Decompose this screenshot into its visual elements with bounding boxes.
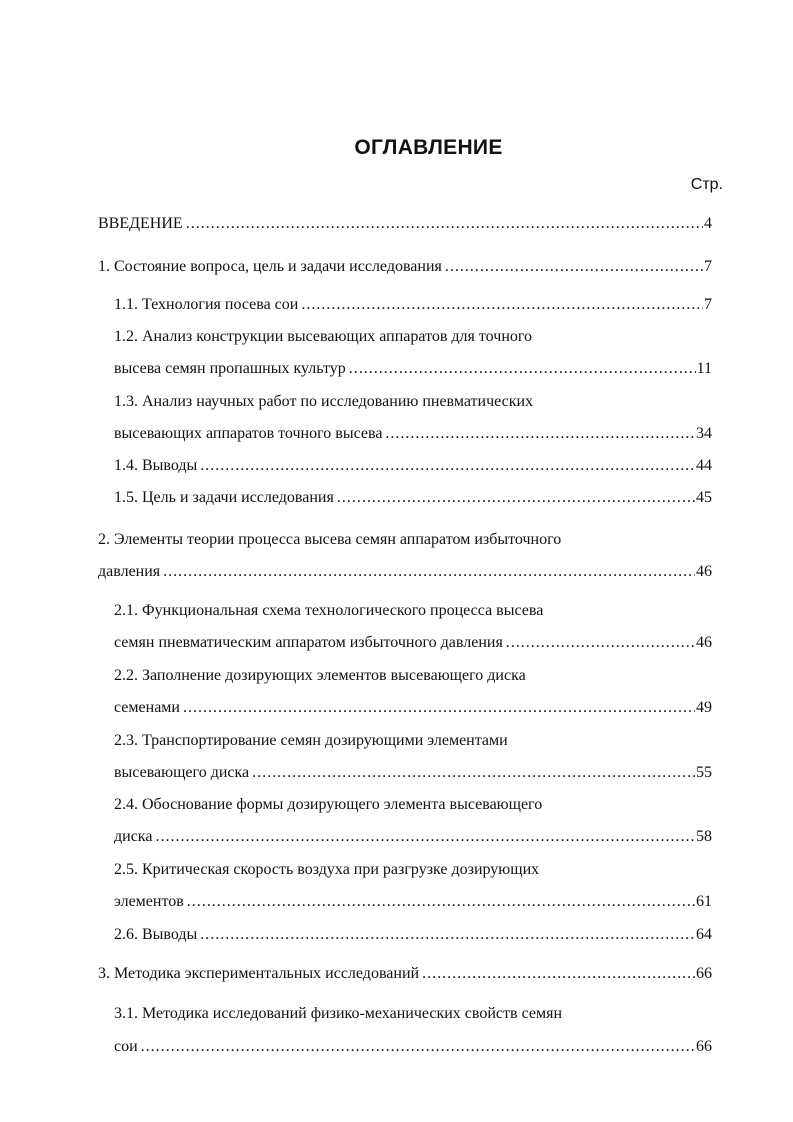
toc-entry-text: 1.4. Выводы [114, 457, 198, 474]
toc-page-number: 34 [696, 425, 712, 442]
toc-leader-dots [337, 487, 695, 509]
toc-leader-dots [200, 924, 695, 946]
toc-entry-chapter-1[interactable] [98, 256, 712, 278]
toc-page-number: 4 [704, 215, 712, 232]
toc-entry-chapter-2-line-1[interactable]: 2. Элементы теории процесса высева семян аппаратом избыточного [98, 531, 562, 548]
toc-entry-section-1-4[interactable] [114, 455, 712, 477]
toc-entry-text: высева семян пропашных культур [114, 360, 346, 377]
toc-page-number: 46 [696, 634, 712, 651]
toc-entry-text: сои [114, 1038, 138, 1055]
toc-leader-dots [252, 762, 695, 784]
toc-entry-section-2-1[interactable] [114, 632, 712, 654]
toc-page-number: 66 [696, 965, 712, 982]
toc-entry-section-2-1-line-1[interactable]: 2.1. Функциональная схема технологического процесса высева [114, 602, 544, 619]
toc-leader-dots [385, 423, 695, 445]
toc-page-number: 58 [696, 828, 712, 845]
toc-page-number: 49 [696, 699, 712, 716]
toc-page-number: 64 [696, 926, 712, 943]
toc-entry-text: элементов [114, 893, 184, 910]
toc-entry-section-1-3-line-1[interactable]: 1.3. Анализ научных работ по исследованию пневматических [114, 393, 534, 410]
toc-entry-section-2-4[interactable] [114, 826, 712, 848]
toc-entry-section-1-1[interactable] [114, 294, 712, 316]
toc-page-number: 55 [696, 764, 712, 781]
toc-leader-dots [445, 256, 703, 278]
toc-entry-section-2-3[interactable] [114, 762, 712, 784]
toc-page-number: 45 [696, 489, 712, 506]
toc-entry-text: 3. Методика экспериментальных исследований [98, 965, 420, 982]
toc-leader-dots [506, 632, 695, 654]
toc-page-number: 11 [696, 360, 712, 377]
toc-leader-dots [141, 1036, 695, 1058]
toc-leader-dots [155, 826, 695, 848]
toc-entry-text: 1. Состояние вопроса, цель и задачи исследования [98, 258, 442, 275]
toc-entry-section-1-3[interactable] [114, 423, 712, 445]
toc-page-number: 7 [704, 296, 712, 313]
toc-entry-text: высевающих аппаратов точного высева [114, 425, 383, 442]
toc-entry-section-2-5-line-1[interactable]: 2.5. Критическая скорость воздуха при разгрузке дозирующих [114, 861, 540, 878]
toc-entry-text: семян пневматическим аппаратом избыточного давления [114, 634, 503, 651]
toc-entry-text: 2.6. Выводы [114, 926, 198, 943]
toc-page-number: 61 [696, 893, 712, 910]
toc-leader-dots [301, 294, 703, 316]
toc-entry-section-2-4-line-1[interactable]: 2.4. Обоснование формы дозирующего элемента высевающего [114, 796, 543, 813]
toc-entry-section-1-2[interactable] [114, 358, 712, 380]
toc-entry-chapter-3[interactable] [98, 963, 712, 985]
toc-entry-text: давления [98, 563, 161, 580]
toc-page-number: 7 [704, 258, 712, 275]
toc-leader-dots [187, 891, 695, 913]
toc-entry-section-2-3-line-1[interactable]: 2.3. Транспортирование семян дозирующими элементами [114, 732, 508, 749]
toc-page-number: 44 [696, 457, 712, 474]
toc-entry-section-1-5[interactable] [114, 487, 712, 509]
toc-entry-text: ВВЕДЕНИЕ [98, 215, 183, 232]
toc-entry-text: 1.5. Цель и задачи исследования [114, 489, 334, 506]
page-title: ОГЛАВЛЕНИЕ [354, 136, 503, 159]
toc-leader-dots [422, 963, 695, 985]
toc-entry-text: 1.1. Технология посева сои [114, 296, 299, 313]
toc-entry-section-2-6[interactable] [114, 924, 712, 946]
toc-entry-text: семенами [114, 699, 180, 716]
toc-entry-section-2-2[interactable] [114, 697, 712, 719]
toc-page-number: 46 [696, 563, 712, 580]
toc-entry-section-2-2-line-1[interactable]: 2.2. Заполнение дозирующих элементов высевающего диска [114, 667, 526, 684]
toc-leader-dots [186, 213, 703, 235]
toc-entry-section-2-5[interactable] [114, 891, 712, 913]
toc-entry-section-3-1-line-1[interactable]: 3.1. Методика исследований физико-механических свойств семян [114, 1005, 563, 1022]
toc-leader-dots [163, 561, 695, 583]
toc-entry-section-3-1[interactable] [114, 1036, 712, 1058]
toc-leader-dots [200, 455, 695, 477]
toc-entry-text: диска [114, 828, 153, 845]
toc-leader-dots [349, 358, 696, 380]
toc-entry-section-1-2-line-1[interactable]: 1.2. Анализ конструкции высевающих аппаратов для точного [114, 328, 533, 345]
toc-entry-introduction[interactable] [98, 213, 712, 235]
toc-leader-dots [183, 697, 695, 719]
toc-page-number: 66 [696, 1038, 712, 1055]
toc-entry-text: высевающего диска [114, 764, 250, 781]
toc-entry-chapter-2[interactable] [98, 561, 712, 583]
page-column-label: Стр. [690, 176, 723, 193]
